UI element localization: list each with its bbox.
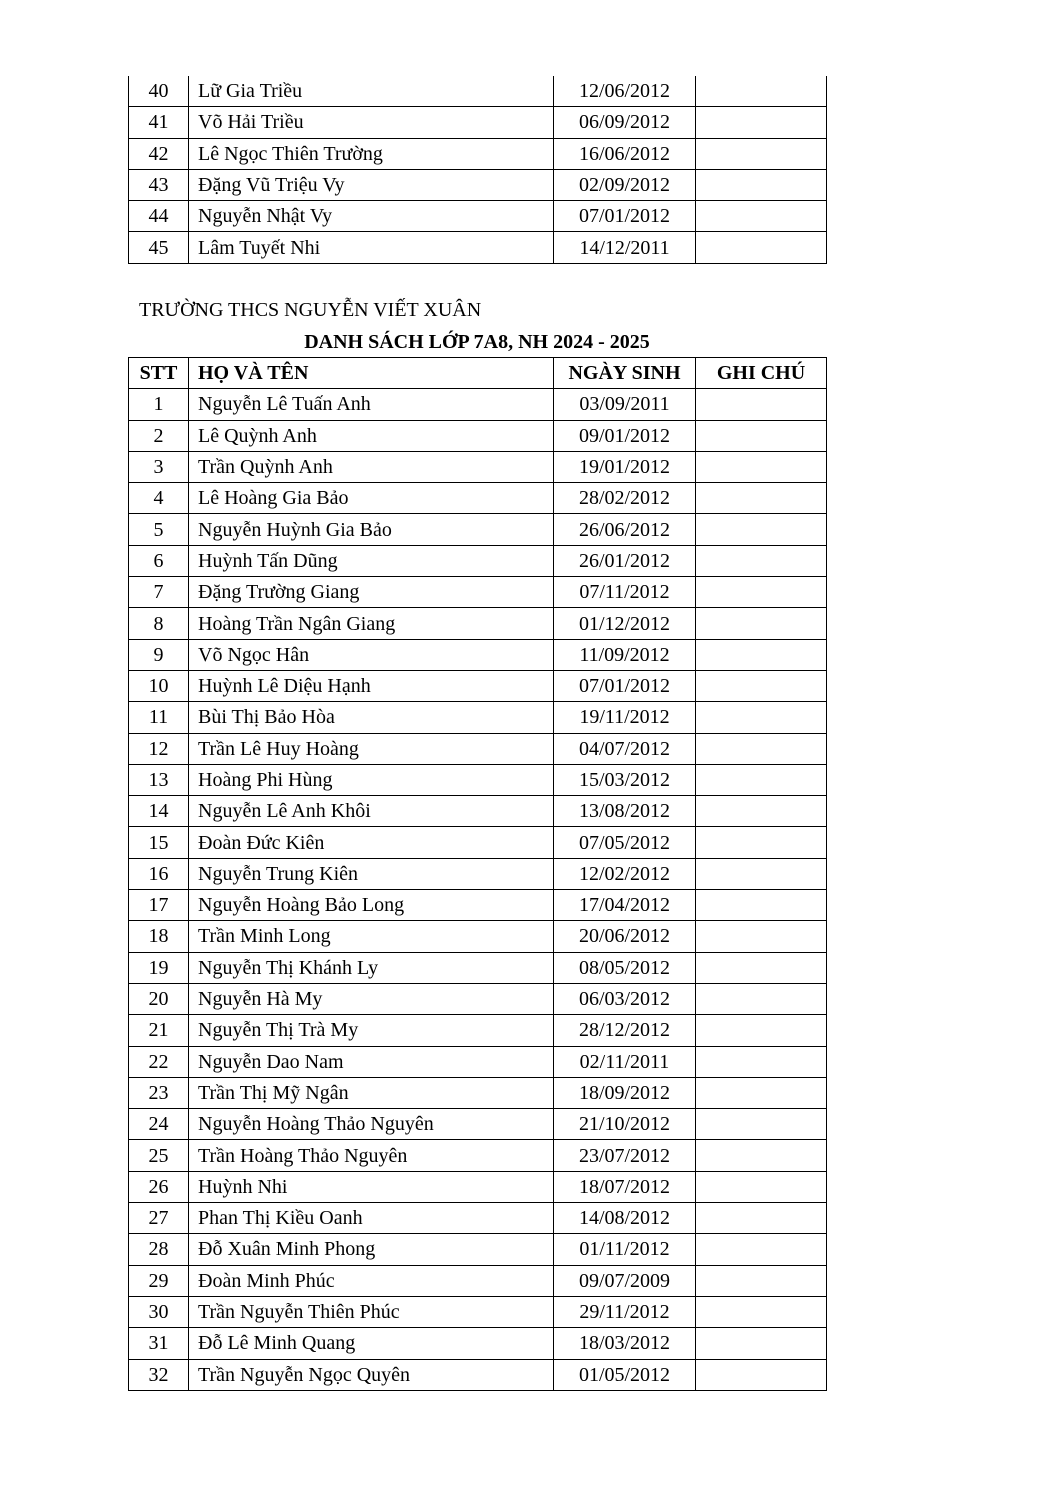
row-note <box>696 201 827 232</box>
row-stt: 17 <box>129 890 189 921</box>
table-row <box>129 1359 827 1390</box>
row-dob: 14/12/2011 <box>554 232 696 263</box>
row-name: Đỗ Lê Minh Quang <box>189 1328 554 1359</box>
table-row <box>129 670 827 701</box>
table-row <box>129 983 827 1014</box>
row-dob: 18/07/2012 <box>554 1171 696 1202</box>
row-stt: 31 <box>129 1328 189 1359</box>
row-dob: 20/06/2012 <box>554 921 696 952</box>
table-row <box>129 232 827 263</box>
row-dob: 19/11/2012 <box>554 702 696 733</box>
table-row <box>129 1109 827 1140</box>
row-stt: 10 <box>129 670 189 701</box>
row-note <box>696 1015 827 1046</box>
row-note <box>696 1077 827 1108</box>
table-row <box>129 577 827 608</box>
row-stt: 23 <box>129 1077 189 1108</box>
row-note <box>696 138 827 169</box>
row-dob: 07/05/2012 <box>554 827 696 858</box>
row-name: Đặng Vũ Triệu Vy <box>189 169 554 200</box>
row-dob: 19/01/2012 <box>554 451 696 482</box>
row-dob: 08/05/2012 <box>554 952 696 983</box>
row-stt: 6 <box>129 545 189 576</box>
row-note <box>696 639 827 670</box>
row-name: Nguyễn Thị Khánh Ly <box>189 952 554 983</box>
row-dob: 01/11/2012 <box>554 1234 696 1265</box>
table-row <box>129 764 827 795</box>
row-note <box>696 1234 827 1265</box>
row-dob: 14/08/2012 <box>554 1203 696 1234</box>
table-row <box>129 1015 827 1046</box>
row-note <box>696 483 827 514</box>
row-stt: 3 <box>129 451 189 482</box>
table-row <box>129 1296 827 1327</box>
header-dob: NGÀY SINH <box>554 358 696 389</box>
row-dob: 06/03/2012 <box>554 983 696 1014</box>
row-dob: 02/09/2012 <box>554 169 696 200</box>
row-dob: 01/05/2012 <box>554 1359 696 1390</box>
row-note <box>696 858 827 889</box>
table-header-row <box>129 358 827 389</box>
row-note <box>696 890 827 921</box>
row-stt: 12 <box>129 733 189 764</box>
class-list-table <box>128 357 827 1391</box>
row-stt: 21 <box>129 1015 189 1046</box>
row-dob: 26/01/2012 <box>554 545 696 576</box>
row-stt: 2 <box>129 420 189 451</box>
row-name: Trần Minh Long <box>189 921 554 952</box>
row-name: Đỗ Xuân Minh Phong <box>189 1234 554 1265</box>
row-note <box>696 76 827 107</box>
table-row <box>129 76 827 107</box>
table-row <box>129 796 827 827</box>
row-dob: 26/06/2012 <box>554 514 696 545</box>
row-stt: 45 <box>129 232 189 263</box>
row-note <box>696 764 827 795</box>
table-row <box>129 483 827 514</box>
row-dob: 02/11/2011 <box>554 1046 696 1077</box>
row-name: Nguyễn Lê Anh Khôi <box>189 796 554 827</box>
row-stt: 8 <box>129 608 189 639</box>
row-dob: 18/09/2012 <box>554 1077 696 1108</box>
table-row <box>129 1234 827 1265</box>
row-name: Lê Hoàng Gia Bảo <box>189 483 554 514</box>
row-name: Lê Quỳnh Anh <box>189 420 554 451</box>
row-note <box>696 1203 827 1234</box>
row-name: Bùi Thị Bảo Hòa <box>189 702 554 733</box>
row-stt: 24 <box>129 1109 189 1140</box>
row-name: Đặng Trường Giang <box>189 577 554 608</box>
row-dob: 21/10/2012 <box>554 1109 696 1140</box>
row-note <box>696 608 827 639</box>
table-row <box>129 107 827 138</box>
row-note <box>696 952 827 983</box>
row-name: Đoàn Đức Kiên <box>189 827 554 858</box>
table-row <box>129 1328 827 1359</box>
row-name: Nguyễn Hà My <box>189 983 554 1014</box>
row-name: Trần Nguyễn Ngọc Quyên <box>189 1359 554 1390</box>
table-row <box>129 608 827 639</box>
row-note <box>696 389 827 420</box>
row-name: Lữ Gia Triều <box>189 76 554 107</box>
row-stt: 14 <box>129 796 189 827</box>
header-name: HỌ VÀ TÊN <box>189 358 554 389</box>
row-dob: 15/03/2012 <box>554 764 696 795</box>
table-row <box>129 639 827 670</box>
table-row <box>129 169 827 200</box>
school-name: TRƯỜNG THCS NGUYỄN VIẾT XUÂN <box>139 299 482 321</box>
row-name: Nguyễn Lê Tuấn Anh <box>189 389 554 420</box>
row-name: Huỳnh Lê Diệu Hạnh <box>189 670 554 701</box>
row-stt: 40 <box>129 76 189 107</box>
row-stt: 26 <box>129 1171 189 1202</box>
row-note <box>696 107 827 138</box>
row-stt: 44 <box>129 201 189 232</box>
row-dob: 07/11/2012 <box>554 577 696 608</box>
row-note <box>696 702 827 733</box>
row-name: Nguyễn Huỳnh Gia Bảo <box>189 514 554 545</box>
row-stt: 30 <box>129 1296 189 1327</box>
table-row <box>129 827 827 858</box>
row-dob: 06/09/2012 <box>554 107 696 138</box>
row-stt: 27 <box>129 1203 189 1234</box>
row-stt: 4 <box>129 483 189 514</box>
row-stt: 20 <box>129 983 189 1014</box>
class-table-body <box>129 389 827 1391</box>
row-name: Nguyễn Nhật Vy <box>189 201 554 232</box>
row-dob: 04/07/2012 <box>554 733 696 764</box>
row-dob: 03/09/2011 <box>554 389 696 420</box>
table-row <box>129 138 827 169</box>
table-row <box>129 1046 827 1077</box>
table-row <box>129 702 827 733</box>
row-name: Lê Ngọc Thiên Trường <box>189 138 554 169</box>
row-note <box>696 451 827 482</box>
row-name: Trần Quỳnh Anh <box>189 451 554 482</box>
list-title: DANH SÁCH LỚP 7A8, NH 2024 - 2025 <box>304 331 650 353</box>
row-name: Nguyễn Hoàng Thảo Nguyên <box>189 1109 554 1140</box>
row-dob: 12/02/2012 <box>554 858 696 889</box>
row-note <box>696 670 827 701</box>
row-dob: 17/04/2012 <box>554 890 696 921</box>
row-stt: 42 <box>129 138 189 169</box>
row-stt: 1 <box>129 389 189 420</box>
row-note <box>696 1140 827 1171</box>
table-row <box>129 1203 827 1234</box>
row-dob: 07/01/2012 <box>554 670 696 701</box>
row-name: Nguyễn Dao Nam <box>189 1046 554 1077</box>
row-note <box>696 827 827 858</box>
row-stt: 16 <box>129 858 189 889</box>
row-stt: 32 <box>129 1359 189 1390</box>
table-row <box>129 1265 827 1296</box>
row-name: Lâm Tuyết Nhi <box>189 232 554 263</box>
row-dob: 28/12/2012 <box>554 1015 696 1046</box>
table-row <box>129 890 827 921</box>
table-row <box>129 1140 827 1171</box>
row-note <box>696 1109 827 1140</box>
row-name: Trần Nguyễn Thiên Phúc <box>189 1296 554 1327</box>
table-row <box>129 952 827 983</box>
table-row <box>129 201 827 232</box>
row-note <box>696 232 827 263</box>
row-name: Trần Lê Huy Hoàng <box>189 733 554 764</box>
row-stt: 25 <box>129 1140 189 1171</box>
table-row <box>129 389 827 420</box>
row-name: Đoàn Minh Phúc <box>189 1265 554 1296</box>
continued-table-body <box>129 76 827 263</box>
row-name: Hoàng Phi Hùng <box>189 764 554 795</box>
row-note <box>696 1046 827 1077</box>
row-name: Trần Hoàng Thảo Nguyên <box>189 1140 554 1171</box>
row-stt: 15 <box>129 827 189 858</box>
row-name: Huỳnh Tấn Dũng <box>189 545 554 576</box>
table-row <box>129 545 827 576</box>
row-stt: 19 <box>129 952 189 983</box>
row-dob: 12/06/2012 <box>554 76 696 107</box>
row-dob: 07/01/2012 <box>554 201 696 232</box>
row-dob: 23/07/2012 <box>554 1140 696 1171</box>
row-stt: 11 <box>129 702 189 733</box>
row-dob: 01/12/2012 <box>554 608 696 639</box>
row-note <box>696 545 827 576</box>
row-name: Nguyễn Hoàng Bảo Long <box>189 890 554 921</box>
row-stt: 18 <box>129 921 189 952</box>
row-note <box>696 1328 827 1359</box>
row-stt: 5 <box>129 514 189 545</box>
row-name: Trần Thị Mỹ Ngân <box>189 1077 554 1108</box>
row-note <box>696 983 827 1014</box>
row-name: Võ Ngọc Hân <box>189 639 554 670</box>
row-dob: 13/08/2012 <box>554 796 696 827</box>
row-stt: 7 <box>129 577 189 608</box>
row-note <box>696 796 827 827</box>
table-row <box>129 514 827 545</box>
row-name: Nguyễn Thị Trà My <box>189 1015 554 1046</box>
row-note <box>696 1296 827 1327</box>
row-name: Võ Hải Triều <box>189 107 554 138</box>
row-dob: 09/07/2009 <box>554 1265 696 1296</box>
table-row <box>129 858 827 889</box>
row-dob: 29/11/2012 <box>554 1296 696 1327</box>
row-dob: 28/02/2012 <box>554 483 696 514</box>
row-stt: 43 <box>129 169 189 200</box>
row-note <box>696 577 827 608</box>
row-note <box>696 514 827 545</box>
row-name: Huỳnh Nhi <box>189 1171 554 1202</box>
table-row <box>129 921 827 952</box>
row-stt: 28 <box>129 1234 189 1265</box>
row-note <box>696 1265 827 1296</box>
table-row <box>129 733 827 764</box>
row-note <box>696 1171 827 1202</box>
table-row <box>129 420 827 451</box>
row-name: Hoàng Trần Ngân Giang <box>189 608 554 639</box>
header-note: GHI CHÚ <box>696 358 827 389</box>
row-name: Nguyễn Trung Kiên <box>189 858 554 889</box>
table-row <box>129 451 827 482</box>
row-stt: 9 <box>129 639 189 670</box>
row-dob: 18/03/2012 <box>554 1328 696 1359</box>
row-note <box>696 169 827 200</box>
continued-student-table <box>128 76 827 264</box>
row-note <box>696 921 827 952</box>
row-note <box>696 420 827 451</box>
row-stt: 29 <box>129 1265 189 1296</box>
row-note <box>696 1359 827 1390</box>
row-stt: 41 <box>129 107 189 138</box>
table-row <box>129 1077 827 1108</box>
table-row <box>129 1171 827 1202</box>
row-dob: 09/01/2012 <box>554 420 696 451</box>
header-stt: STT <box>129 358 189 389</box>
row-note <box>696 733 827 764</box>
row-dob: 16/06/2012 <box>554 138 696 169</box>
row-name: Phan Thị Kiều Oanh <box>189 1203 554 1234</box>
row-dob: 11/09/2012 <box>554 639 696 670</box>
row-stt: 13 <box>129 764 189 795</box>
row-stt: 22 <box>129 1046 189 1077</box>
